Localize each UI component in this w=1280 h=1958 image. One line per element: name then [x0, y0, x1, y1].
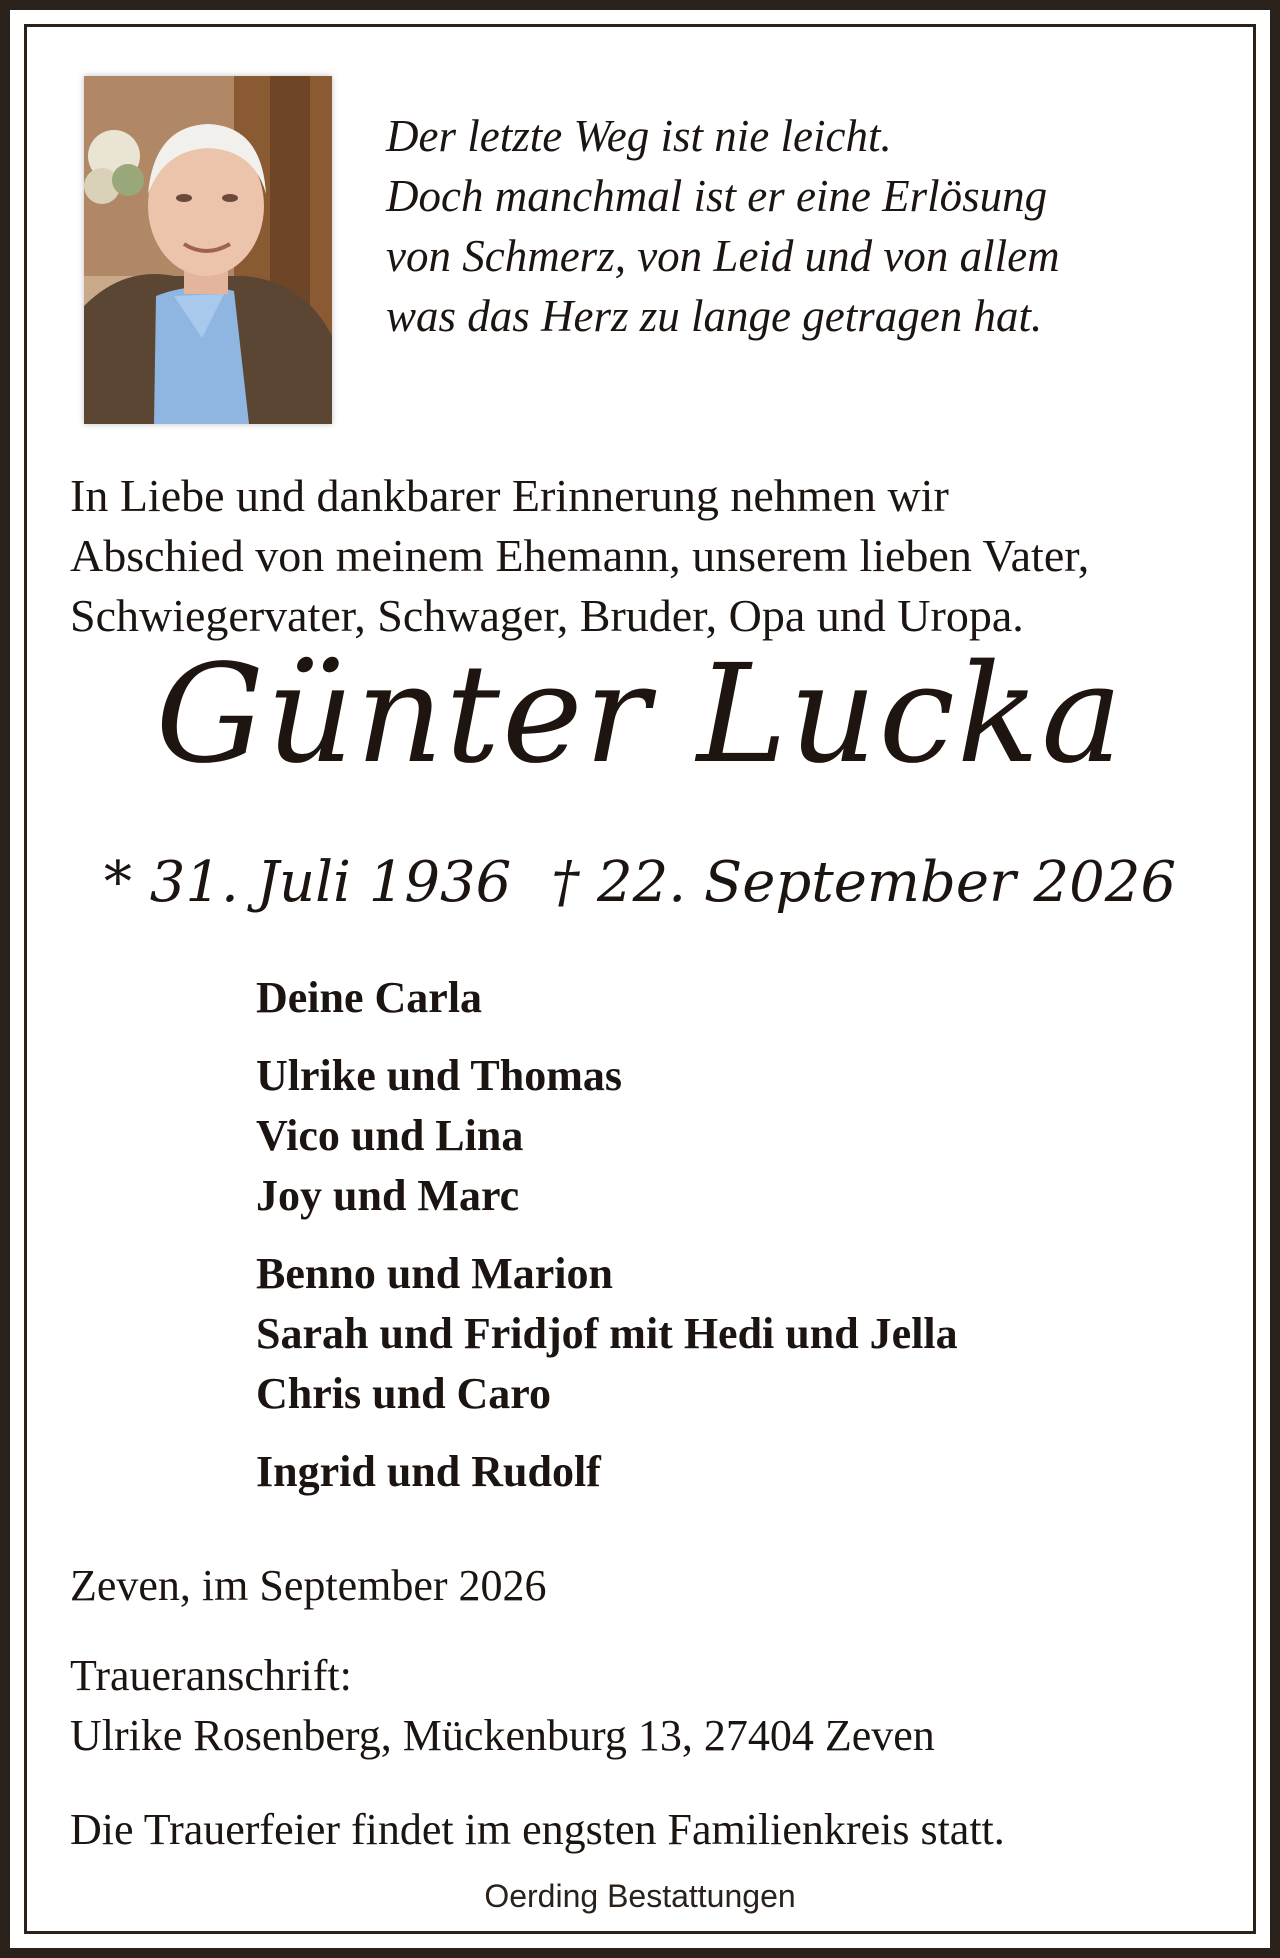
death-date: † 22. September 2026 [551, 850, 1177, 915]
intro-line: In Liebe und dankbarer Erinnerung nehmen wir [70, 470, 949, 521]
undertaker-name: Oerding Bestattungen [484, 1878, 796, 1914]
address-label: Traueranschrift: [70, 1651, 352, 1700]
mourner-name: Vico und Lina [256, 1111, 524, 1160]
mourner-group [256, 1244, 958, 1424]
intro-text [70, 466, 1089, 646]
poem-line: Doch manchmal ist er eine Erlösung [386, 171, 1048, 221]
ceremony-note: Die Trauerfeier findet im engsten Familienkreis statt. [70, 1805, 1005, 1854]
mourner-name: Ulrike und Thomas [256, 1051, 622, 1100]
deceased-name: Günter Lucka [155, 636, 1125, 794]
poem-line: Der letzte Weg ist nie leicht. [386, 111, 892, 161]
mourner-name: Joy und Marc [256, 1171, 520, 1220]
intro-line: Schwiegervater, Schwager, Bruder, Opa und Uropa. [70, 590, 1024, 641]
intro-line: Abschied von meinem Ehemann, unserem lieben Vater, [70, 530, 1090, 581]
mourner-group [256, 1046, 958, 1226]
poem-line: was das Herz zu lange getragen hat. [386, 291, 1043, 341]
poem-line: von Schmerz, von Leid und von allem [386, 231, 1060, 281]
mourner-name: Ingrid und Rudolf [256, 1447, 601, 1496]
mourners-list [256, 968, 958, 1520]
life-dates [0, 848, 1280, 918]
poem [386, 106, 1060, 346]
birth-date: * 31. Juli 1936 [103, 850, 512, 915]
mourner-group [256, 968, 958, 1028]
mourner-name: Deine Carla [256, 973, 483, 1022]
mourner-name: Chris und Caro [256, 1369, 552, 1418]
place-date: Zeven, im September 2026 [70, 1561, 547, 1610]
portrait-photo [84, 76, 332, 424]
mourner-name: Benno und Marion [256, 1249, 613, 1298]
mourning-address: Ulrike Rosenberg, Mückenburg 13, 27404 Zeven [70, 1711, 935, 1760]
mourner-name: Sarah und Fridjof mit Hedi und Jella [256, 1309, 958, 1358]
mourner-group [256, 1442, 958, 1502]
